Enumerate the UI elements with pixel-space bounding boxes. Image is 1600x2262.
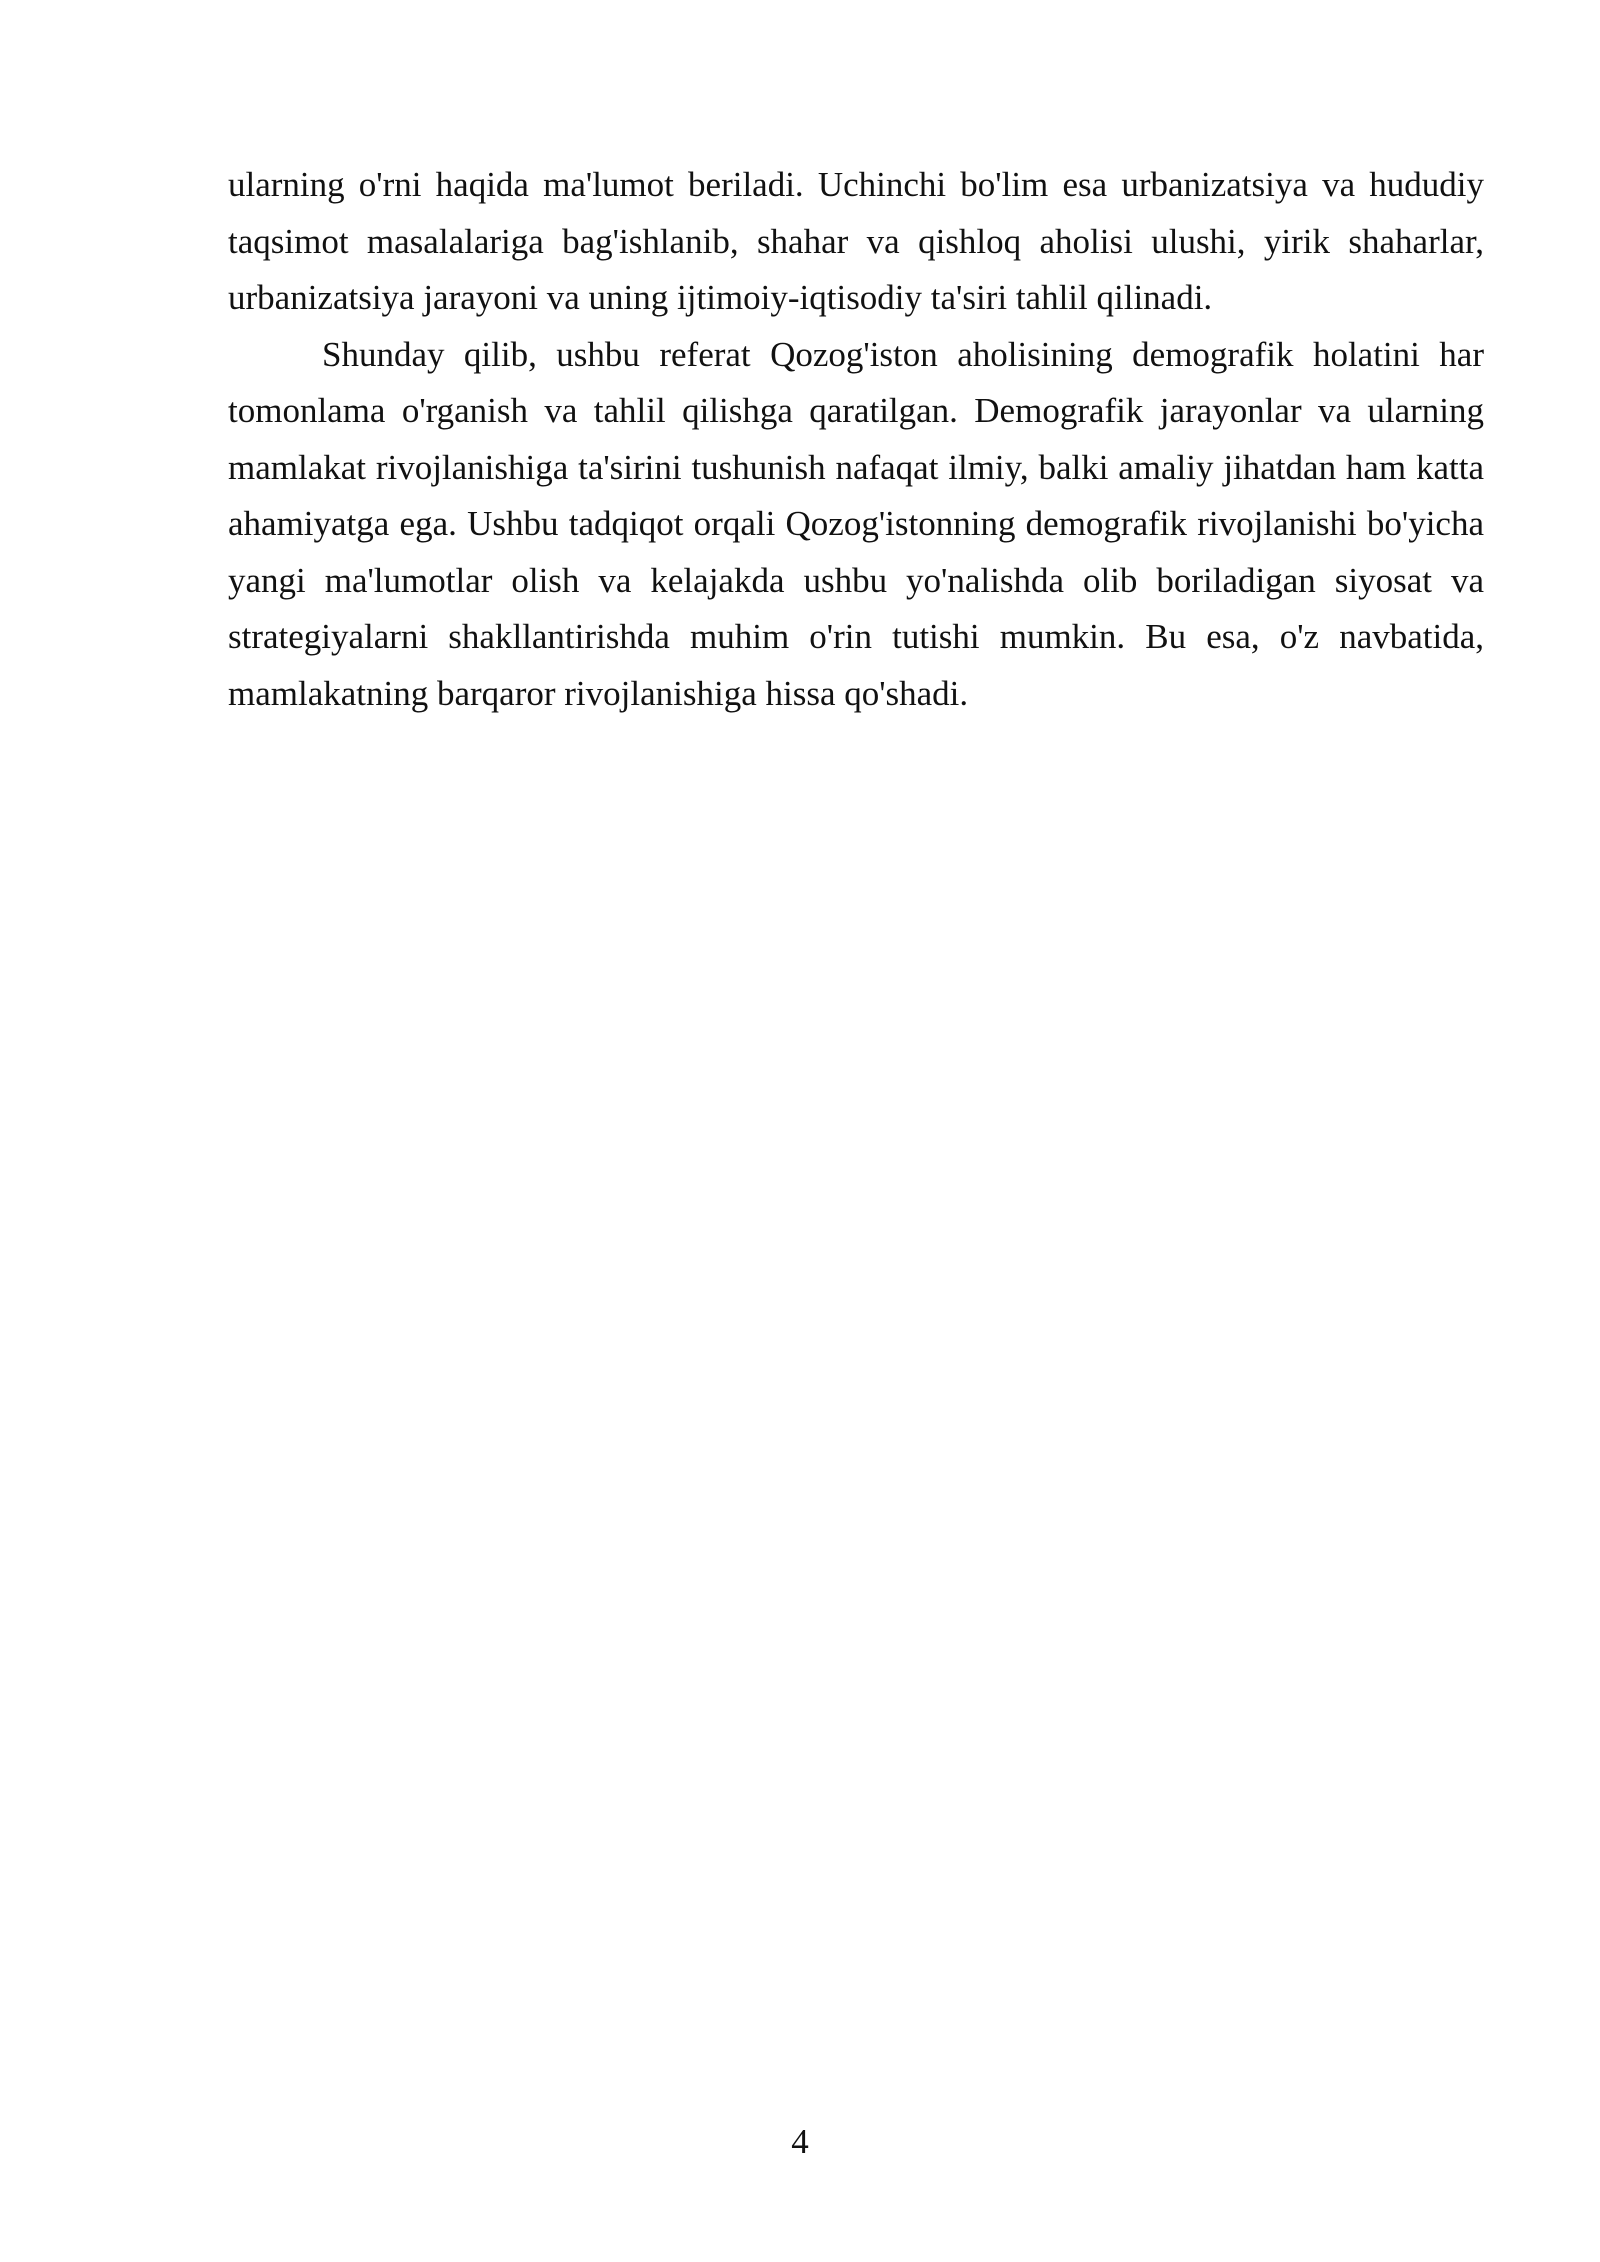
page-number: 4 — [791, 2122, 809, 2161]
paragraph-conclusion: Shunday qilib, ushbu referat Qozog'iston aholisining demografik holatini har tomonlama o'rganish va tahlil qilishga qaratilgan. Demografik jarayonlar va ularning mamlakat rivojlanishiga ta'sirini tushunish nafaqat ilmiy, balki amaliy jihatdan ham katta ahamiyatga ega. Ushbu tadqiqot orqali Qozog'istonning demografik rivojlanishi bo'yicha yangi ma'lumotlar olish va kelajakda ushbu yo'nalishda olib boriladigan siyosat va strategiyalarni shakllantirishda muhim o'rin tutishi mumkin. Bu esa, o'z navbatida, mamlakatning barqaror rivojlanishiga hissa qo'shadi. — [228, 334, 1484, 713]
paragraph-continuation: ularning o'rni haqida ma'lumot beriladi. Uchinchi bo'lim esa urbanizatsiya va hududiy taqsimot masalalariga bag'ishlanib, shahar va qishloq aholisi ulushi, yirik shaharlar, urbanizatsiya jarayoni va uning ijtimoiy-iqtisodiy ta'siri tahlil qilinadi. — [228, 165, 1484, 317]
body-text — [228, 157, 1484, 722]
